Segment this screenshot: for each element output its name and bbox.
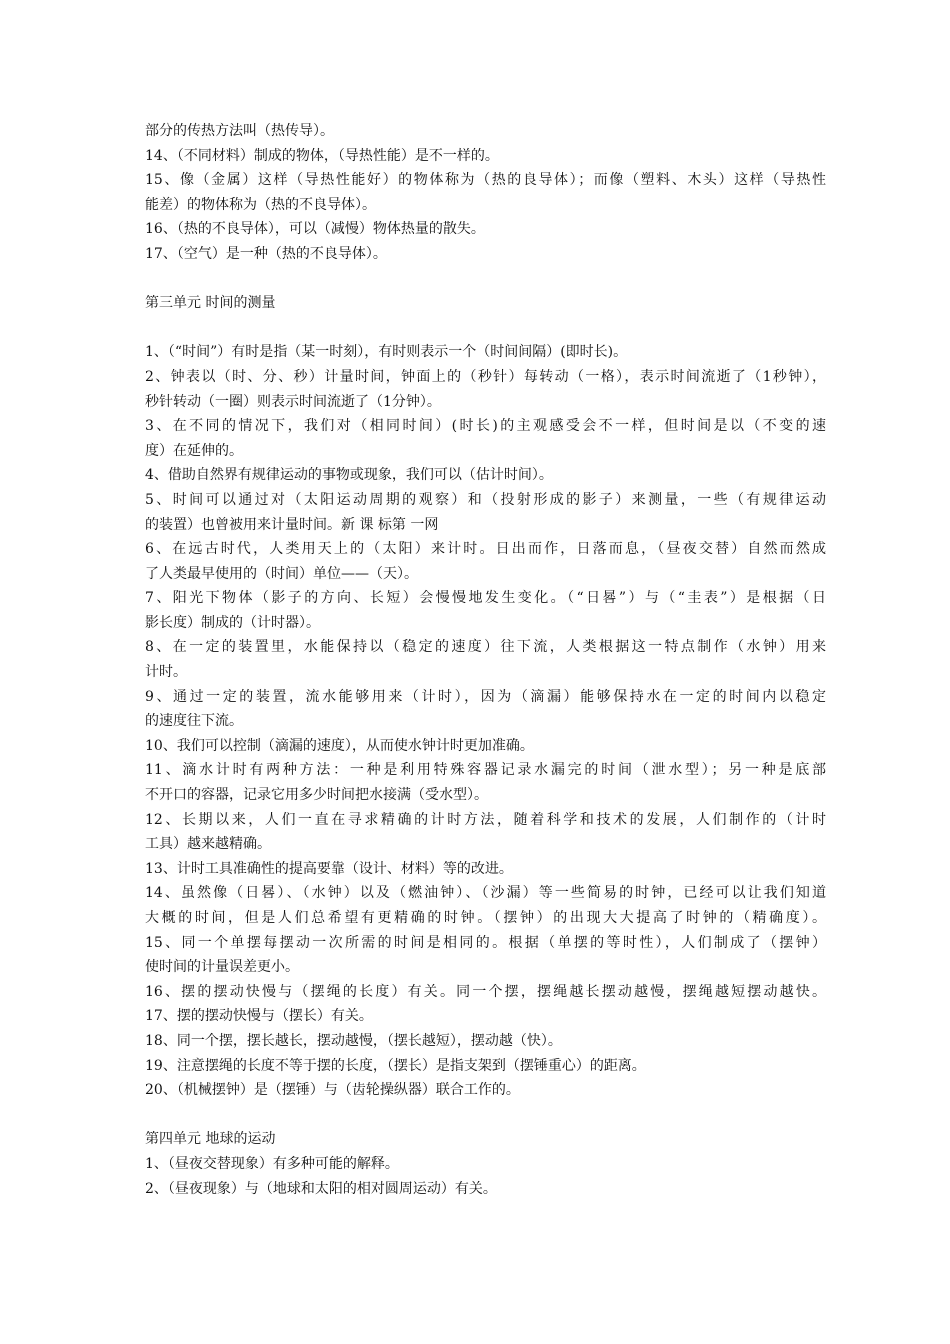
text-line: 4、借助自然界有规律运动的事物或现象，我们可以（估计时间）。 [145, 467, 553, 484]
text-line: 13、计时工具准确性的提高要靠（设计、材料）等的改进。 [145, 860, 513, 877]
text-line: 度）在延伸的。 [145, 442, 243, 459]
section-heading: 第四单元 地球的运动 [145, 1131, 276, 1148]
text-line: 计时。 [145, 664, 187, 681]
text-line: 1、（“时间”）有时是指（某一时刻），有时则表示一个（时间间隔）(即时长)。 [145, 344, 628, 361]
text-line: 14、虽然像（日晷）、（水钟）以及（燃油钟）、（沙漏）等一些简易的时钟，已经可以让我们知道 [145, 885, 826, 902]
text-line: 2、钟表以（时、分、秒）计量时间，钟面上的（秒针）每转动（一格），表示时间流逝了（1秒钟）， [145, 368, 826, 385]
text-line: 2、（昼夜现象）与（地球和太阳的相对圆周运动）有关。 [145, 1180, 497, 1197]
text-line: 11、滴水计时有两种方法：一种是利用特殊容器记录水漏完的时间（泄水型）；另一种是底部 [145, 762, 826, 779]
blank-line [145, 316, 826, 341]
text-line: 9、通过一定的装置，流水能够用来（计时），因为（滴漏）能够保持水在一定的时间内以稳定 [145, 688, 826, 705]
text-line: 的速度往下流。 [145, 713, 243, 730]
text-line: 大概的时间，但是人们总希望有更精确的时钟。（摆钟）的出现大大提高了时钟的（精确度）。 [145, 910, 826, 926]
text-line: 16、（热的不良导体），可以（减慢）物体热量的散失。 [145, 221, 485, 238]
text-line: 17、（空气）是一种（热的不良导体）。 [145, 245, 387, 262]
blank-line [145, 267, 826, 292]
text-line: 12、长期以来，人们一直在寻求精确的计时方法，随着科学和技术的发展，人们制作的（计时 [145, 811, 826, 828]
text-body [145, 119, 826, 1201]
text-line: 20、（机械摆钟）是（摆锤）与（齿轮操纵器）联合工作的。 [145, 1082, 520, 1099]
text-line: 的装置）也曾被用来计量时间。新 课 标第 一网 [145, 516, 439, 533]
section-heading: 第三单元 时间的测量 [145, 295, 276, 312]
text-line: 1、（昼夜交替现象）有多种可能的解释。 [145, 1155, 399, 1172]
text-line: 8、在一定的装置里，水能保持以（稳定的速度）往下流，人类根据这一特点制作（水钟）用来 [145, 639, 826, 656]
text-line: 7、阳光下物体（影子的方向、长短）会慢慢地发生变化。（“日晷”）与（“圭表”）是根据（日 [145, 590, 826, 607]
text-line: 14、（不同材料）制成的物体，（导热性能）是不一样的。 [145, 147, 499, 164]
text-line: 6、在远古时代，人类用天上的（太阳）来计时。日出而作，日落而息，（昼夜交替）自然而然成 [145, 541, 826, 558]
blank-line [145, 1103, 826, 1128]
text-line: 5、时间可以通过对（太阳运动周期的观察）和（投射形成的影子）来测量，一些（有规律运动 [145, 491, 826, 508]
text-line: 16、摆的摆动快慢与（摆绳的长度）有关。同一个摆，摆绳越长摆动越慢，摆绳越短摆动越快。 [145, 983, 826, 1000]
text-line: 秒针转动（一圈）则表示时间流逝了（1分钟）。 [145, 393, 441, 410]
text-line: 19、注意摆绳的长度不等于摆的长度，（摆长）是指支架到（摆锤重心）的距离。 [145, 1057, 646, 1074]
text-line: 17、摆的摆动快慢与（摆长）有关。 [145, 1008, 373, 1025]
text-line: 部分的传热方法叫（热传导）。 [145, 123, 334, 139]
text-line: 能差）的物体称为（热的不良导体）。 [145, 196, 376, 213]
text-line: 不开口的容器，记录它用多少时间把水接满（受水型）。 [145, 787, 488, 804]
text-line: 15、像（金属）这样（导热性能好）的物体称为（热的良导体）；而像（塑料、木头）这样（导热性 [145, 172, 826, 189]
text-line: 10、我们可以控制（滴漏的速度），从而使水钟计时更加准确。 [145, 737, 534, 754]
text-line: 影长度）制成的（计时器）。 [145, 614, 320, 631]
text-line: 工具）越来越精确。 [145, 836, 271, 853]
text-line: 15、同一个单摆每摆动一次所需的时间是相同的。根据（单摆的等时性），人们制成了（摆钟） [145, 934, 826, 951]
text-line: 3、在不同的情况下，我们对（相同时间）(时长)的主观感受会不一样，但时间是以（不变的速 [145, 418, 826, 435]
text-line: 了人类最早使用的（时间）单位——（天）。 [145, 565, 418, 582]
text-line: 使时间的计量误差更小。 [145, 959, 299, 976]
text-line: 18、同一个摆，摆长越长，摆动越慢，（摆长越短），摆动越（快）。 [145, 1032, 562, 1049]
